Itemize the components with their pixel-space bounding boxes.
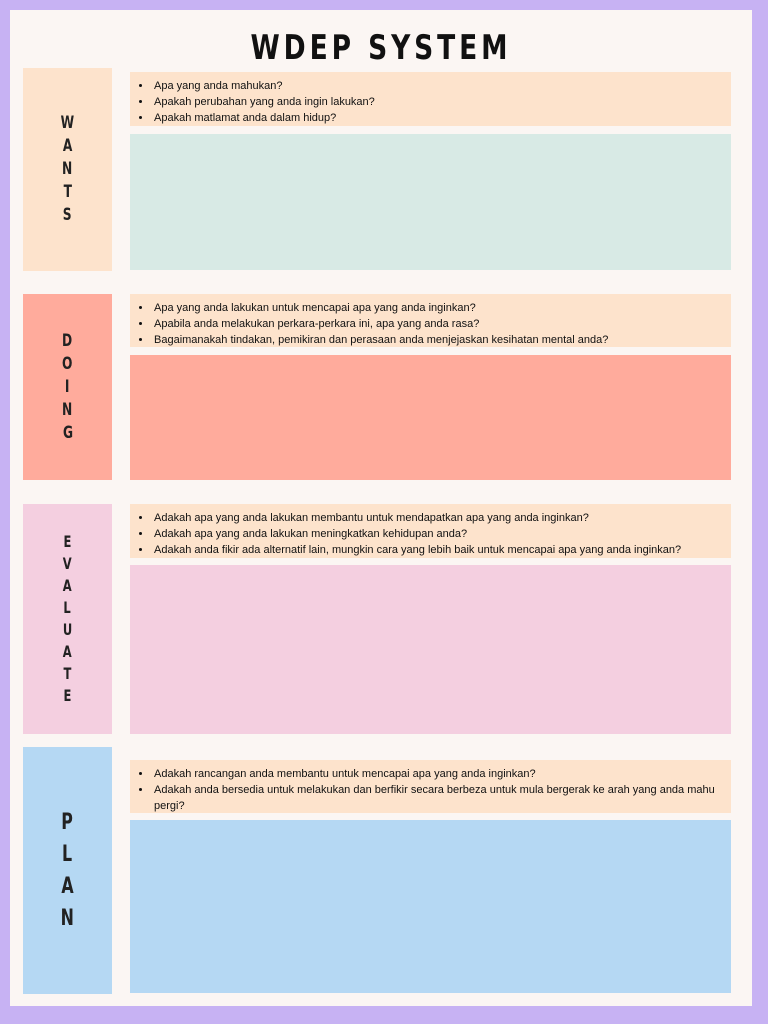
side-letter: A — [62, 136, 73, 156]
side-letter: D — [62, 330, 73, 351]
side-letter: A — [63, 642, 72, 661]
question-item: • Adakah anda fikir ada alternatif lain, mungkin cara yang lebih baik untuk mencapai apa yang anda inginkan? — [152, 542, 723, 558]
question-item: • Apa yang anda lakukan untuk mencapai apa yang anda inginkan? — [152, 300, 723, 316]
side-letter: W — [60, 113, 75, 133]
question-item: • Adakah apa yang anda lakukan meningkatkan kehidupan anda? — [152, 526, 723, 542]
side-label-plan — [23, 747, 112, 994]
side-letter: L — [63, 598, 72, 617]
side-letter: S — [63, 205, 72, 225]
side-letter: E — [63, 532, 72, 551]
question-item: • Apabila anda melakukan perkara-perkara ini, apa yang anda rasa? — [152, 316, 723, 332]
worksheet — [10, 10, 752, 1006]
side-letter: U — [62, 620, 73, 639]
side-letter: O — [62, 353, 73, 374]
questions-plan — [130, 760, 731, 813]
side-label-wants — [23, 68, 112, 271]
question-item: • Bagaimanakah tindakan, pemikiran dan perasaan anda menjejaskan kesihatan mental anda? — [152, 332, 723, 348]
question-item: • Apa yang anda mahukan? — [152, 78, 723, 94]
side-letter: N — [62, 159, 73, 179]
question-item: • Adakah apa yang anda lakukan membantu untuk mendapatkan apa yang anda inginkan? — [152, 510, 723, 526]
questions-doing — [130, 294, 731, 347]
side-letter: L — [62, 841, 73, 867]
side-label-evaluate — [23, 504, 112, 734]
question-item: • Apakah perubahan yang anda ingin lakukan? — [152, 94, 723, 110]
answer-area-evaluate[interactable] — [130, 565, 731, 734]
answer-area-plan[interactable] — [130, 820, 731, 993]
side-letter: N — [62, 399, 73, 420]
question-item: • Adakah rancangan anda membantu untuk mencapai apa yang anda inginkan? — [152, 766, 723, 782]
questions-evaluate — [130, 504, 731, 558]
side-letter: I — [65, 376, 70, 397]
answer-area-doing[interactable] — [130, 355, 731, 480]
side-label-doing — [23, 294, 112, 480]
question-item: • Adakah anda bersedia untuk melakukan dan berfikir secara berbeza untuk mula bergerak ke arah yang anda mahu pergi? — [152, 782, 723, 814]
questions-wants — [130, 72, 731, 126]
page-title: WDEP SYSTEM — [250, 28, 512, 68]
side-letter: T — [63, 182, 72, 202]
side-letter: P — [61, 809, 74, 835]
side-letter: N — [60, 905, 75, 931]
side-letter: V — [63, 554, 72, 573]
side-letter: G — [62, 422, 73, 443]
side-letter: T — [63, 664, 72, 683]
answer-area-wants[interactable] — [130, 134, 731, 270]
question-item: • Apakah matlamat anda dalam hidup? — [152, 110, 723, 126]
side-letter: E — [63, 686, 72, 705]
side-letter: A — [63, 576, 72, 595]
side-letter: A — [61, 873, 74, 899]
